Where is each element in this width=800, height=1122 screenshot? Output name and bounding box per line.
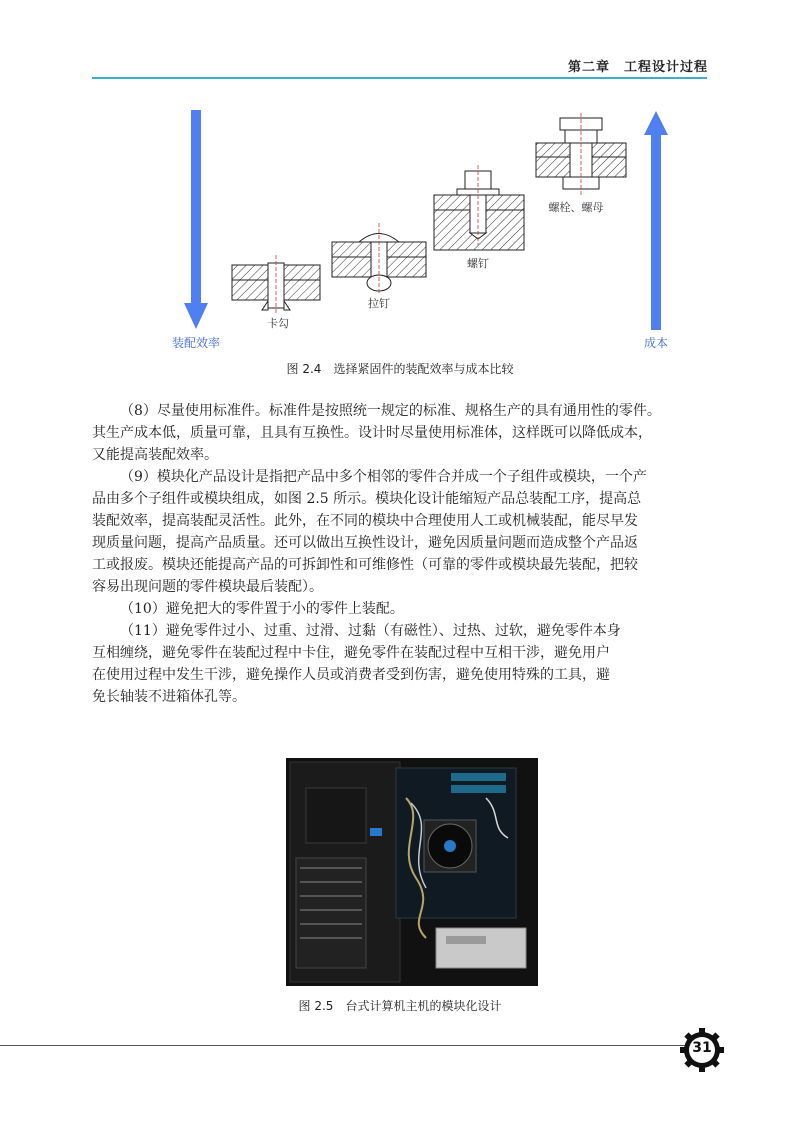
cost-arrow <box>644 111 668 330</box>
header-rule <box>92 77 707 79</box>
figure-2-4-caption: 图 2.4 选择紧固件的装配效率与成本比较 <box>286 362 514 376</box>
text-line: 容易出现问题的零件模块最后装配）。 <box>92 579 323 595</box>
page-number: 31 <box>692 1040 712 1056</box>
rivet-label: 拉钉 <box>368 297 390 310</box>
text-line: 品由多个子组件或模块组成，如图 2.5 所示。模块化设计能缩短产品总装配工序，提高总 <box>92 491 642 507</box>
text-line: （9）模块化产品设计是指把产品中多个相邻的零件合并成一个子组件或模块，一个产 <box>120 469 647 485</box>
computer-case-photo <box>286 758 538 986</box>
footer-rule <box>0 1045 690 1046</box>
text-line: 装配效率，提高装配灵活性。此外，在不同的模块中合理使用人工或机械装配，能尽早发 <box>92 513 638 529</box>
figure-2-5-caption: 图 2.5 台式计算机主机的模块化设计 <box>298 999 502 1013</box>
cost-label: 成本 <box>643 336 669 350</box>
text-line: 工或报废。模块还能提高产品的可拆卸性和可维修性（可靠的零件或模块最先装配，把较 <box>92 557 638 573</box>
chapter-header: 第二章 工程设计过程 <box>567 60 708 75</box>
assembly-efficiency-arrow <box>184 110 208 329</box>
text-line: 其生产成本低，质量可靠，且具有互换性。设计时尽量使用标准体，这样既可以降低成本， <box>92 425 652 441</box>
screw-drawing <box>434 165 524 270</box>
assembly-efficiency-label: 装配效率 <box>171 336 221 350</box>
text-line: 在使用过程中发生干涉，避免操作人员或消费者受到伤害，避免使用特殊的工具，避 <box>92 667 610 683</box>
screw-label: 螺钉 <box>467 257 489 270</box>
text-line: （11）避免零件过小、过重、过滑、过黏（有磁性）、过热、过软，避免零件本身 <box>120 623 621 639</box>
rivet-drawing <box>332 223 426 310</box>
text-line: 又能提高装配效率。 <box>92 447 218 463</box>
snap-fit-drawing <box>232 255 320 330</box>
text-line: 免长轴装不进箱体孔等。 <box>92 689 246 705</box>
fastener-comparison-figure <box>160 105 680 355</box>
text-line: 现质量问题，提高产品质量。还可以做出互换性设计，避免因质量问题而造成整个产品返 <box>92 535 638 551</box>
text-line: 互相缠绕，避免零件在装配过程中卡住，避免零件在装配过程中互相干涉，避免用户 <box>92 645 610 661</box>
text-line: （8）尽量使用标准件。标准件是按照统一规定的标准、规格生产的具有通用性的零件。 <box>120 403 661 419</box>
text-line: （10）避免把大的零件置于小的零件上装配。 <box>120 601 404 617</box>
bolt-nut-drawing <box>536 113 626 214</box>
bolt-nut-label: 螺栓、螺母 <box>548 201 604 214</box>
snap-fit-label: 卡勾 <box>267 317 289 330</box>
